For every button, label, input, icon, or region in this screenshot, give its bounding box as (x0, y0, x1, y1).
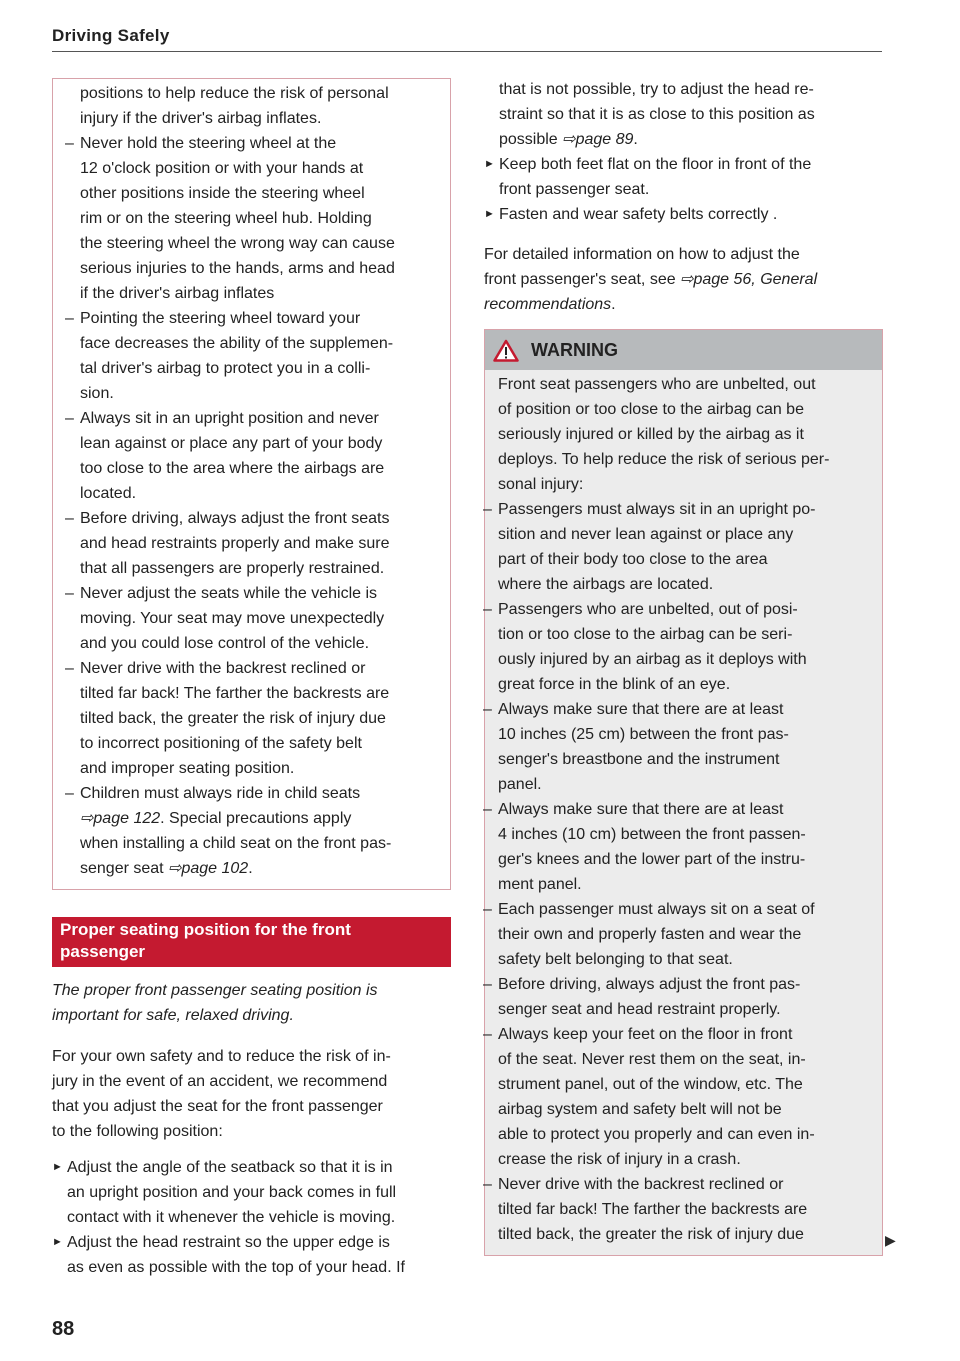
warning-triangle-icon (493, 339, 519, 362)
text-line (80, 331, 395, 356)
text-line (65, 406, 395, 431)
line-text: Front seat passengers who are unbelted, out (498, 376, 816, 393)
text-line (498, 1097, 829, 1122)
line-text: and you could lose control of the vehicle. (80, 635, 370, 652)
line-text: as even as possible with the top of your head. If (67, 1259, 405, 1276)
line-text: an upright position and your back comes in full (67, 1184, 397, 1201)
line-text: . Special precautions apply (160, 810, 352, 827)
dash-marker: – (483, 701, 492, 718)
line-text: front passenger's seat, see (484, 271, 681, 288)
text-line (80, 456, 395, 481)
page-number: 88 (52, 1318, 75, 1340)
dash-marker: – (65, 785, 74, 802)
text-line (483, 1172, 829, 1197)
running-header: Driving Safely (52, 26, 170, 45)
dash-marker: – (483, 501, 492, 518)
text-line (52, 978, 378, 1003)
text-line (80, 606, 395, 631)
text-line (498, 1072, 829, 1097)
line-text: Always sit in an upright position and never (80, 410, 379, 427)
line-text: Never drive with the backrest reclined or (498, 1176, 784, 1193)
line-text: Adjust the angle of the seatback so that it is in (67, 1159, 393, 1176)
text-line (498, 847, 829, 872)
text-line (80, 481, 395, 506)
text-line (80, 256, 395, 281)
text-line (52, 1044, 391, 1069)
text-line (67, 1205, 405, 1230)
line-text: front passenger seat. (499, 181, 650, 198)
dash-marker: – (65, 510, 74, 527)
line-text: Always make sure that there are at least (498, 701, 784, 718)
dash-marker: – (483, 1026, 492, 1043)
text-line (80, 681, 395, 706)
text-line (498, 1197, 829, 1222)
line-text: ger's knees and the lower part of the instru- (498, 851, 806, 868)
line-text: that is not possible, try to adjust the head re- (499, 81, 814, 98)
text-line (498, 1147, 829, 1172)
text-line (80, 856, 395, 881)
line-text: of position or too close to the airbag can be (498, 401, 804, 418)
steps-list-continued (484, 77, 815, 227)
line-text: positions to help reduce the risk of personal (80, 85, 389, 102)
text-line (52, 1119, 391, 1144)
warning-text (483, 372, 830, 1247)
text-line (498, 372, 829, 397)
line-text: senger's breastbone and the instrument (498, 751, 780, 768)
line-text: able to protect you properly and can even in- (498, 1126, 815, 1143)
line-text: and improper seating position. (80, 760, 295, 777)
text-line (498, 522, 829, 547)
text-line (484, 292, 817, 317)
line-text: to the following position: (52, 1123, 223, 1140)
page-reference: ⇨page 56, General (680, 271, 818, 288)
text-line (52, 1069, 391, 1094)
line-text: of the seat. Never rest them on the seat, in- (498, 1051, 806, 1068)
line-text: tilted far back! The farther the backrests are (498, 1201, 808, 1218)
section-heading-line: passenger (60, 942, 146, 961)
text-line (498, 472, 829, 497)
text-line (65, 131, 395, 156)
text-line (499, 77, 815, 102)
line-text: . (611, 296, 616, 313)
text-line (498, 397, 829, 422)
text-line (484, 202, 815, 227)
page-reference: important for safe, relaxed driving. (52, 1007, 294, 1024)
header-rule (52, 51, 882, 52)
line-text: deploys. To help reduce the risk of serious per- (498, 451, 830, 468)
text-line (80, 206, 395, 231)
line-text: Adjust the head restraint so the upper edge is (67, 1234, 390, 1251)
dash-marker: – (483, 901, 492, 918)
line-text: contact with it whenever the vehicle is moving. (67, 1209, 396, 1226)
text-line (80, 531, 395, 556)
line-text: sonal injury: (498, 476, 584, 493)
text-line (498, 622, 829, 647)
line-text: senger seat (80, 860, 169, 877)
line-text: Keep both feet flat on the floor in front of the (499, 156, 812, 173)
text-line (498, 722, 829, 747)
text-line (80, 281, 395, 306)
text-line (80, 556, 395, 581)
text-line (498, 422, 829, 447)
text-line (498, 647, 829, 672)
line-text: moving. Your seat may move unexpectedly (80, 610, 385, 627)
line-text: ously injured by an airbag as it deploys with (498, 651, 807, 668)
text-line (80, 706, 395, 731)
bullet-icon: ► (484, 208, 495, 220)
line-text: For your own safety and to reduce the risk of in- (52, 1048, 391, 1065)
line-text: Fasten and wear safety belts correctly . (499, 206, 778, 223)
section-heading-line: Proper seating position for the front (60, 920, 351, 939)
bullet-icon: ► (484, 158, 495, 170)
line-text: Always make sure that there are at least (498, 801, 784, 818)
text-line (483, 597, 829, 622)
line-text: other positions inside the steering wheel (80, 185, 365, 202)
line-text: Never drive with the backrest reclined or (80, 660, 366, 677)
page-reference: The proper front passenger seating position is (52, 982, 378, 999)
page-reference: ⇨page 89 (562, 131, 634, 148)
text-line (65, 306, 395, 331)
line-text: where the airbags are located. (498, 576, 714, 593)
text-line (80, 631, 395, 656)
dash-marker: – (65, 310, 74, 327)
line-text: tilted back, the greater the risk of injury due (80, 710, 386, 727)
text-line (80, 431, 395, 456)
dash-marker: – (483, 601, 492, 618)
line-text: Never hold the steering wheel at the (80, 135, 337, 152)
line-text: possible (499, 131, 563, 148)
line-text: . (633, 131, 638, 148)
continue-arrow-icon: ▶ (885, 1232, 896, 1248)
line-text: Children must always ride in child seats (80, 785, 361, 802)
text-line (52, 1003, 378, 1028)
text-line (483, 697, 829, 722)
line-text: the steering wheel the wrong way can cause (80, 235, 395, 252)
text-line (67, 1180, 405, 1205)
line-text: safety belt belonging to that seat. (498, 951, 733, 968)
line-text: senger seat and head restraint properly. (498, 1001, 781, 1018)
text-line (498, 997, 829, 1022)
text-line (498, 1122, 829, 1147)
line-text: to incorrect positioning of the safety belt (80, 735, 362, 752)
bullet-icon: ► (52, 1236, 63, 1248)
text-line (52, 1155, 405, 1180)
line-text: lean against or place any part of your body (80, 435, 383, 452)
line-text: tilted far back! The farther the backrests are (80, 685, 390, 702)
dash-marker: – (483, 1176, 492, 1193)
line-text: 10 inches (25 cm) between the front pas- (498, 726, 789, 743)
dash-marker: – (65, 585, 74, 602)
text-line (484, 152, 815, 177)
line-text: ment panel. (498, 876, 582, 893)
text-line (65, 506, 395, 531)
line-text: located. (80, 485, 137, 502)
text-line (498, 747, 829, 772)
line-text: and head restraints properly and make sure (80, 535, 390, 552)
text-line (498, 672, 829, 697)
line-text: strument panel, out of the window, etc. The (498, 1076, 803, 1093)
text-line (52, 1230, 405, 1255)
text-line (80, 731, 395, 756)
line-text: that you adjust the seat for the front passenger (52, 1098, 383, 1115)
paragraph (484, 242, 817, 317)
text-line (498, 547, 829, 572)
line-text: straint so that it is as close to this position as (499, 106, 815, 123)
line-text: 4 inches (10 cm) between the front passen- (498, 826, 806, 843)
text-line (67, 1255, 405, 1280)
text-line (80, 231, 395, 256)
text-line (483, 897, 829, 922)
text-line (80, 381, 395, 406)
line-text: Each passenger must always sit on a seat of (498, 901, 815, 918)
section-heading (52, 917, 451, 967)
section-intro (52, 978, 378, 1028)
line-text: part of their body too close to the area (498, 551, 768, 568)
text-line (498, 572, 829, 597)
line-text: sition and never lean against or place any (498, 526, 794, 543)
text-line (498, 922, 829, 947)
line-text: that all passengers are properly restrained. (80, 560, 385, 577)
text-line (498, 872, 829, 897)
text-line (52, 1094, 391, 1119)
line-text: Never adjust the seats while the vehicle is (80, 585, 378, 602)
text-line (80, 106, 395, 131)
text-line (498, 947, 829, 972)
text-line (483, 497, 829, 522)
line-text: 12 o'clock position or with your hands at (80, 160, 364, 177)
text-line (80, 181, 395, 206)
line-text: For detailed information on how to adjust the (484, 246, 800, 263)
dash-marker: – (65, 410, 74, 427)
line-text: Before driving, always adjust the front seats (80, 510, 390, 527)
line-text: crease the risk of injury in a crash. (498, 1151, 741, 1168)
line-text: Passengers who are unbelted, out of posi- (498, 601, 798, 618)
paragraph (52, 1044, 391, 1144)
text-line (498, 772, 829, 797)
line-text: great force in the blink of an eye. (498, 676, 731, 693)
line-text: rim or on the steering wheel hub. Holding (80, 210, 372, 227)
text-line (65, 656, 395, 681)
text-line (80, 806, 395, 831)
line-text: tion or too close to the airbag can be seri- (498, 626, 793, 643)
dash-marker: – (483, 801, 492, 818)
text-line (499, 177, 815, 202)
text-line (65, 581, 395, 606)
line-text: sion. (80, 385, 114, 402)
line-text: their own and properly fasten and wear the (498, 926, 802, 943)
text-line (499, 102, 815, 127)
text-line (483, 972, 829, 997)
warning-header (485, 330, 882, 370)
line-text: airbag system and safety belt will not be (498, 1101, 782, 1118)
warning-continuation-text (65, 81, 395, 881)
text-line (483, 1022, 829, 1047)
page-reference: ⇨page 122 (80, 810, 161, 827)
page-reference: recommendations (484, 296, 612, 313)
line-text: seriously injured or killed by the airbag as it (498, 426, 804, 443)
dash-marker: – (65, 135, 74, 152)
text-line (80, 156, 395, 181)
dash-marker: – (483, 976, 492, 993)
text-line (498, 1047, 829, 1072)
steps-list (52, 1155, 405, 1280)
line-text: serious injuries to the hands, arms and head (80, 260, 395, 277)
line-text: Passengers must always sit in an upright po- (498, 501, 816, 518)
text-line (80, 756, 395, 781)
line-text: Before driving, always adjust the front pas- (498, 976, 801, 993)
line-text: if the driver's airbag inflates (80, 285, 275, 302)
text-line (483, 797, 829, 822)
line-text: face decreases the ability of the supplemen- (80, 335, 394, 352)
text-line (498, 1222, 829, 1247)
line-text: panel. (498, 776, 542, 793)
text-line (65, 781, 395, 806)
text-line (484, 242, 817, 267)
text-line (80, 356, 395, 381)
line-text: . (248, 860, 253, 877)
line-text: injury if the driver's airbag inflates. (80, 110, 322, 127)
text-line (80, 831, 395, 856)
page-reference: ⇨page 102 (168, 860, 249, 877)
line-text: Always keep your feet on the floor in front (498, 1026, 793, 1043)
text-line (499, 127, 815, 152)
line-text: when installing a child seat on the front pas- (80, 835, 392, 852)
bullet-icon: ► (52, 1161, 63, 1173)
line-text: Pointing the steering wheel toward your (80, 310, 361, 327)
line-text: tal driver's airbag to protect you in a colli- (80, 360, 371, 377)
line-text: tilted back, the greater the risk of injury due (498, 1226, 804, 1243)
warning-title: WARNING (531, 339, 618, 360)
line-text: too close to the area where the airbags are (80, 460, 385, 477)
line-text: jury in the event of an accident, we recommend (52, 1073, 388, 1090)
text-line (80, 81, 395, 106)
text-line (484, 267, 817, 292)
dash-marker: – (65, 660, 74, 677)
text-line (498, 447, 829, 472)
text-line (498, 822, 829, 847)
